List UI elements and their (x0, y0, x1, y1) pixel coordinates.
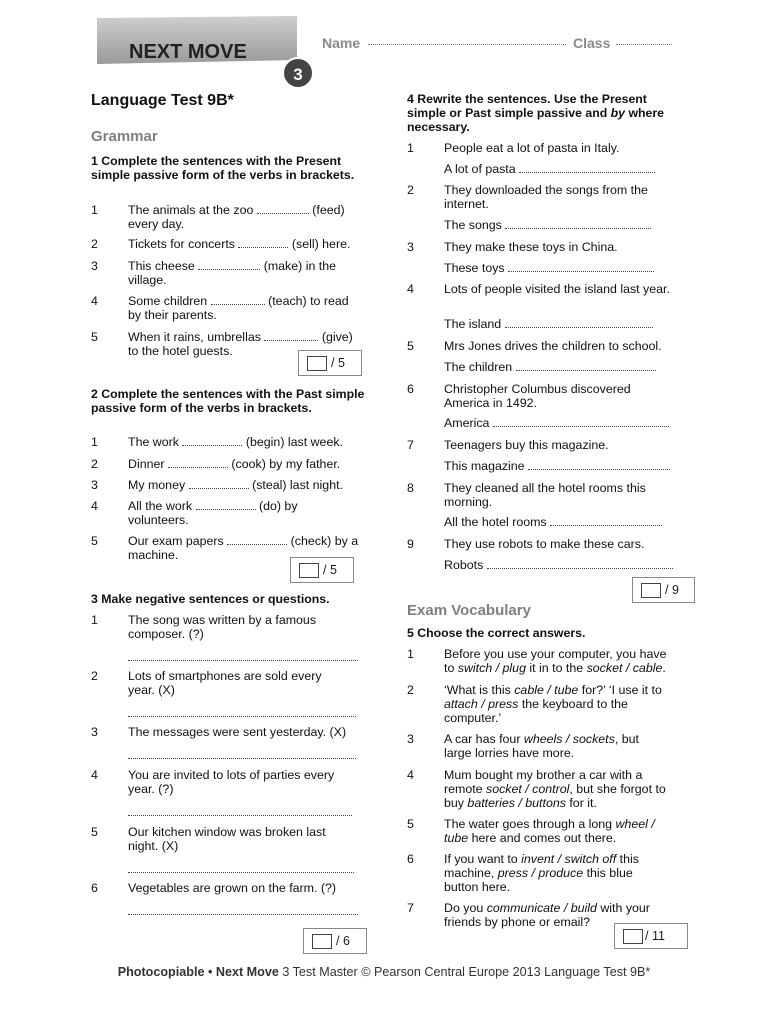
score-entry[interactable] (641, 583, 661, 598)
answer-blank[interactable] (211, 294, 265, 305)
choice[interactable]: cable / tube (514, 683, 579, 697)
choice[interactable]: communicate / build (486, 901, 597, 915)
answer-blank[interactable] (168, 457, 228, 468)
score-box-ex2: / 5 (290, 557, 354, 583)
choice[interactable]: wheels / sockets (523, 732, 615, 746)
answer-blank[interactable] (264, 330, 318, 341)
score-box-ex5: / 11 (614, 923, 688, 949)
answer-blank[interactable] (198, 259, 260, 270)
answer-blank[interactable] (227, 534, 287, 545)
answer-line[interactable] (128, 872, 354, 873)
answer-blank[interactable] (487, 558, 673, 569)
name-field[interactable] (368, 44, 566, 45)
choice[interactable]: press / produce (497, 866, 584, 880)
answer-blank[interactable] (196, 499, 256, 510)
answer-line[interactable] (128, 758, 356, 759)
score-box-ex4: / 9 (632, 577, 695, 603)
score-entry[interactable] (299, 563, 319, 578)
answer-blank[interactable] (508, 261, 654, 272)
answer-blank[interactable] (182, 435, 242, 446)
answer-line[interactable] (128, 716, 356, 717)
answer-blank[interactable] (519, 162, 655, 173)
page-footer: Photocopiable • Next Move 3 Test Master © Pearson Central Europe 2013 Language Test 9B* (117, 965, 651, 979)
score-box-ex1: / 5 (298, 350, 362, 376)
class-label: Class (573, 35, 611, 51)
choice[interactable]: wheel / (615, 817, 655, 831)
choice[interactable]: attach / press (444, 697, 519, 711)
name-label: Name (322, 35, 361, 51)
answer-blank[interactable] (189, 478, 249, 489)
choice[interactable]: switch / plug (457, 661, 526, 675)
logo-number: 3 (293, 65, 303, 84)
answer-blank[interactable] (493, 416, 669, 427)
vocab-heading: Exam Vocabulary (407, 602, 531, 619)
class-field[interactable] (616, 44, 672, 45)
answer-blank[interactable] (257, 203, 309, 214)
score-box-ex3: / 6 (303, 928, 367, 954)
answer-blank[interactable] (516, 360, 656, 371)
answer-line[interactable] (128, 660, 358, 661)
exercise-5-instruction: 5 Choose the correct answers. (407, 626, 586, 640)
exercise-4-instruction: 4 Rewrite the sentences. Use the Present simple or Past simple passive and by where necessary. (407, 92, 664, 134)
exercise-2-instruction: 2 Complete the sentences with the Past simple passive form of the verbs in brackets. (91, 387, 365, 415)
choice[interactable]: invent / switch off (521, 852, 617, 866)
answer-blank[interactable] (505, 218, 651, 229)
answer-blank[interactable] (528, 459, 670, 470)
exercise-3-instruction: 3 Make negative sentences or questions. (91, 592, 330, 606)
answer-line[interactable] (128, 914, 358, 915)
next-move-logo (97, 16, 303, 84)
grammar-heading: Grammar (91, 128, 158, 145)
answer-blank[interactable] (238, 237, 288, 248)
answer-blank[interactable] (550, 515, 662, 526)
answer-blank[interactable] (505, 317, 653, 328)
answer-line[interactable] (128, 815, 352, 816)
choice[interactable]: socket / cable (586, 661, 663, 675)
score-entry[interactable] (312, 934, 332, 949)
test-title: Language Test 9B* (91, 92, 234, 109)
score-entry[interactable] (623, 929, 643, 944)
logo-text: NEXT MOVE (129, 41, 247, 63)
score-entry[interactable] (307, 356, 327, 371)
exercise-1-instruction: 1 Complete the sentences with the Present simple passive form of the verbs in brackets. (91, 154, 355, 182)
choice[interactable]: tube (444, 831, 469, 845)
choice[interactable]: batteries / buttons (467, 796, 566, 810)
choice[interactable]: socket / control (486, 782, 570, 796)
